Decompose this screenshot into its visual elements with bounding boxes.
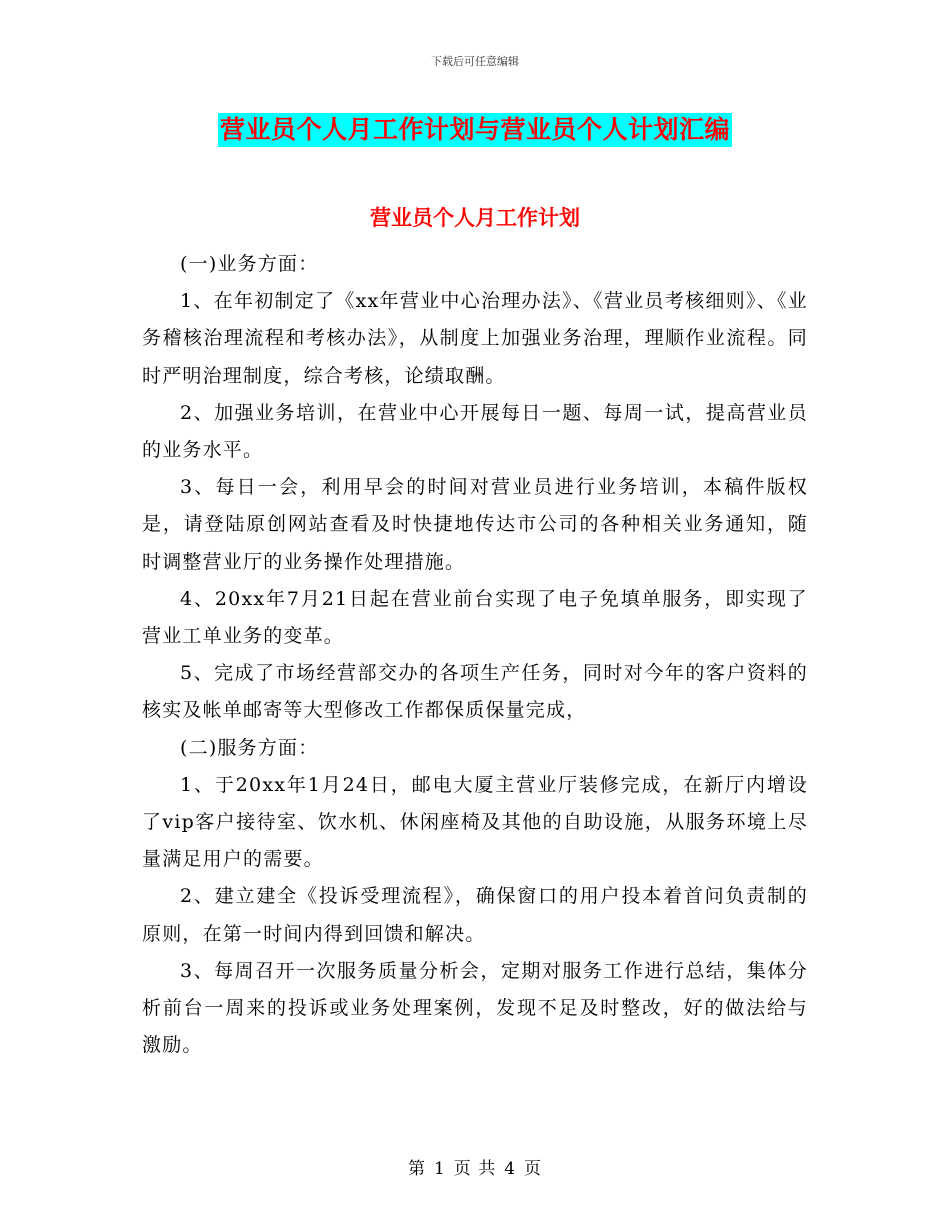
section-heading-service: (二)服务方面： (180, 736, 319, 759)
footer-suffix: 页 (524, 1159, 543, 1179)
section-heading-business: (一)业务方面： (180, 253, 319, 275)
paragraph-service-2: 2、建立建全《投诉受理流程》，确保窗口的用户投本着首问负责制的原则，在第一时间内得到回馈和解决。 (142, 885, 808, 945)
main-title-container (0, 113, 950, 147)
footer-middle: 页 共 (453, 1159, 497, 1179)
page-footer (0, 1154, 950, 1179)
main-title: 营业员个人月工作计划与营业员个人计划汇编 (218, 113, 732, 147)
footer-page-number: 1 (433, 1159, 446, 1179)
document-body (142, 246, 808, 1064)
sub-title: 营业员个人月工作计划 (370, 206, 580, 230)
paragraph-business-5: 5、完成了市场经营部交办的各项生产任务，同时对今年的客户资料的核实及帐单邮寄等大型修改工作都保质保量完成， (142, 662, 808, 722)
footer-prefix: 第 (407, 1159, 426, 1179)
paragraph-service-3: 3、每周召开一次服务质量分析会，定期对服务工作进行总结，集体分析前台一周来的投诉或业务处理案例，发现不足及时整改，好的做法给与激励。 (142, 959, 808, 1057)
paragraph-business-3: 3、每日一会，利用早会的时间对营业员进行业务培训，本稿件版权是，请登陆原创网站查看及时快捷地传达市公司的各种相关业务通知，随时调整营业厅的业务操作处理措施。 (142, 476, 808, 573)
footer-total-pages: 4 (504, 1159, 517, 1179)
paragraph-service-1: 1、于20xx年1月24日，邮电大厦主营业厅装修完成，在新厅内增设了vip客户接待室、饮水机、休闲座椅及其他的自助设施，从服务环境上尽量满足用户的需要。 (142, 773, 808, 871)
header-note: 下载后可任意编辑 (431, 55, 519, 68)
paragraph-business-1: 1、在年初制定了《xx年营业中心治理办法》、《营业员考核细则》、《业务稽核治理流程和考核办法》，从制度上加强业务治理，理顺作业流程。同时严明治理制度，综合考核，论绩取酬。 (142, 290, 808, 387)
paragraph-business-4: 4、20xx年7月21日起在营业前台实现了电子免填单服务，即实现了营业工单业务的变革。 (142, 587, 808, 648)
paragraph-business-2: 2、加强业务培训，在营业中心开展每日一题、每周一试，提高营业员的业务水平。 (142, 401, 808, 462)
